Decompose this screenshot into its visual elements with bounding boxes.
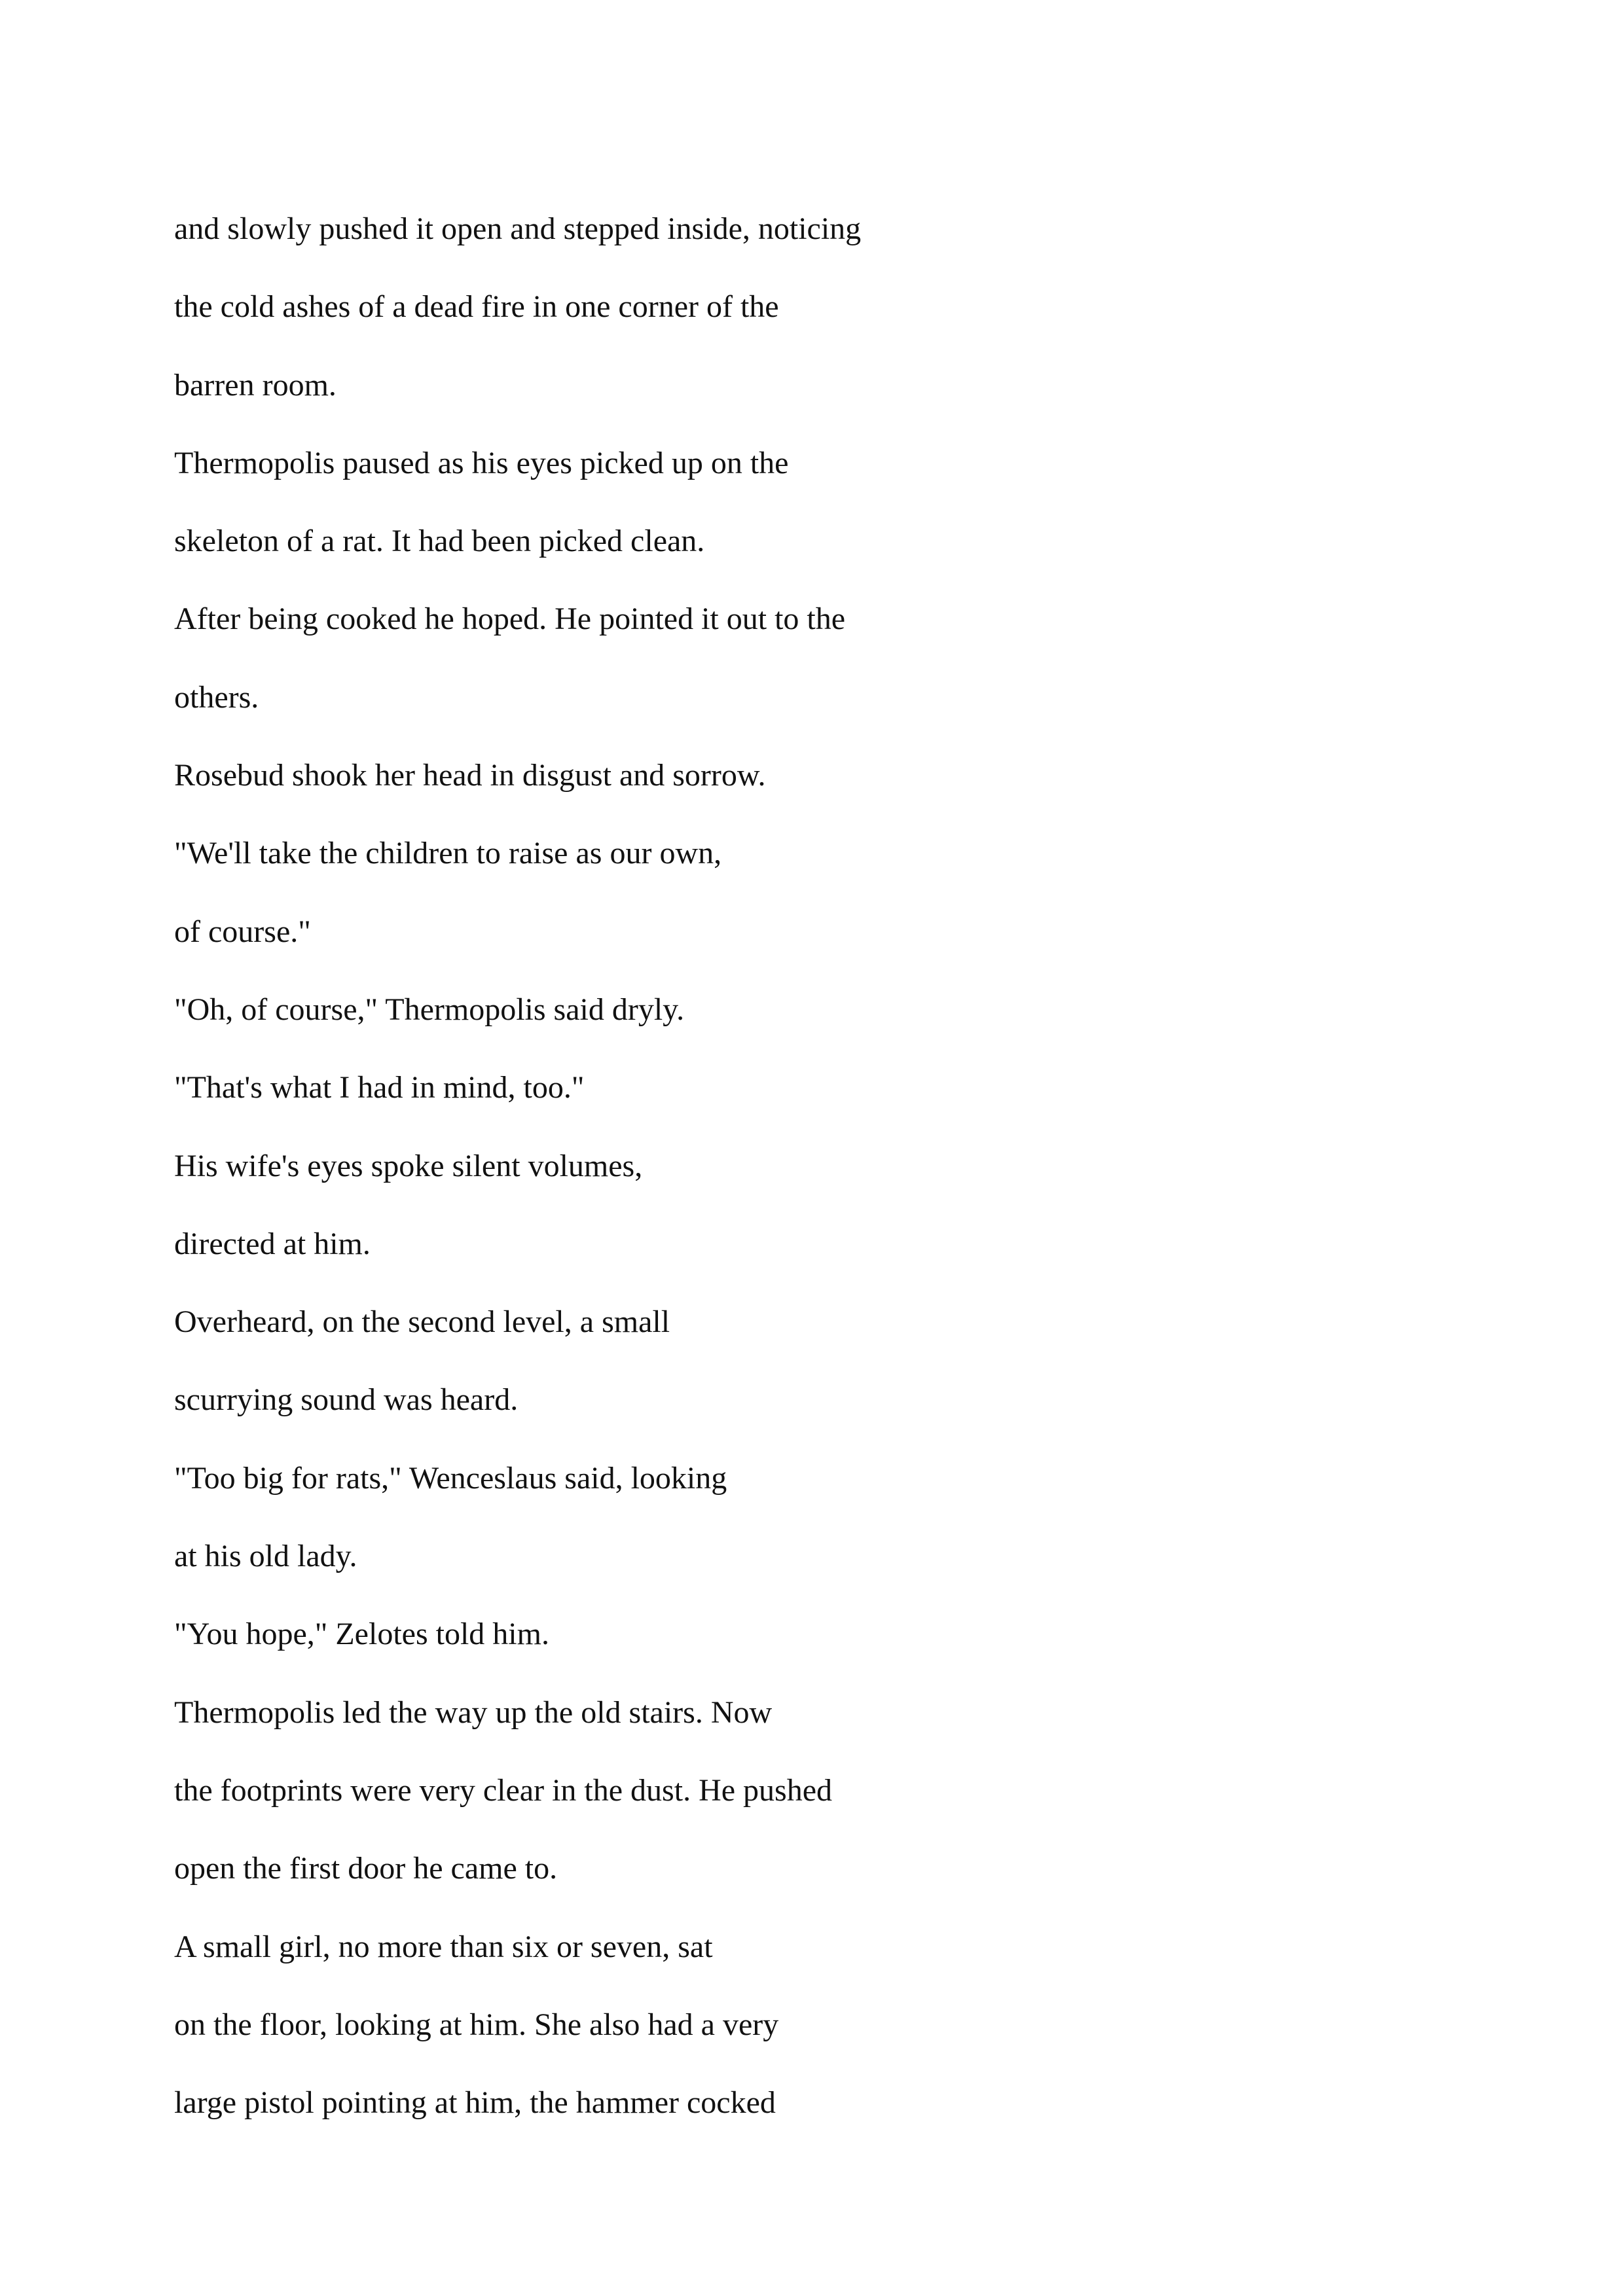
text-line: directed at him.	[174, 1226, 371, 1261]
text-line: "Oh, of course," Thermopolis said dryly.	[174, 992, 685, 1027]
text-line: the cold ashes of a dead fire in one corner of the	[174, 289, 779, 325]
text-line: Thermopolis paused as his eyes picked up on the	[174, 445, 789, 480]
text-line: at his old lady.	[174, 1539, 357, 1574]
text-line: the footprints were very clear in the dust. He pushed	[174, 1772, 833, 1808]
text-line: After being cooked he hoped. He pointed it out to the	[174, 601, 846, 637]
text-line: "We'll take the children to raise as our own,	[174, 836, 722, 871]
text-line: on the floor, looking at him. She also had a very	[174, 2007, 779, 2042]
text-line: Rosebud shook her head in disgust and sorrow.	[174, 758, 766, 793]
text-line: skeleton of a rat. It had been picked clean.	[174, 524, 705, 559]
body-text	[174, 190, 1484, 2142]
text-line: "You hope," Zelotes told him.	[174, 1617, 549, 1652]
text-line: Thermopolis led the way up the old stairs. Now	[174, 1695, 773, 1730]
text-line: large pistol pointing at him, the hammer cocked	[174, 2085, 776, 2121]
text-line: "Too big for rats," Wenceslaus said, looking	[174, 1460, 727, 1496]
text-line: Overheard, on the second level, a small	[174, 1304, 670, 1340]
text-line: others.	[174, 679, 259, 715]
text-line: and slowly pushed it open and stepped inside, noticing	[174, 211, 862, 246]
text-line: open the first door he came to.	[174, 1851, 558, 1886]
text-line: scurrying sound was heard.	[174, 1382, 519, 1418]
text-line: A small girl, no more than six or seven, sat	[174, 1929, 713, 1964]
text-line: His wife's eyes spoke silent volumes,	[174, 1148, 643, 1183]
text-line: of course."	[174, 914, 311, 949]
text-line: "That's what I had in mind, too."	[174, 1070, 585, 1105]
text-line: barren room.	[174, 367, 337, 403]
